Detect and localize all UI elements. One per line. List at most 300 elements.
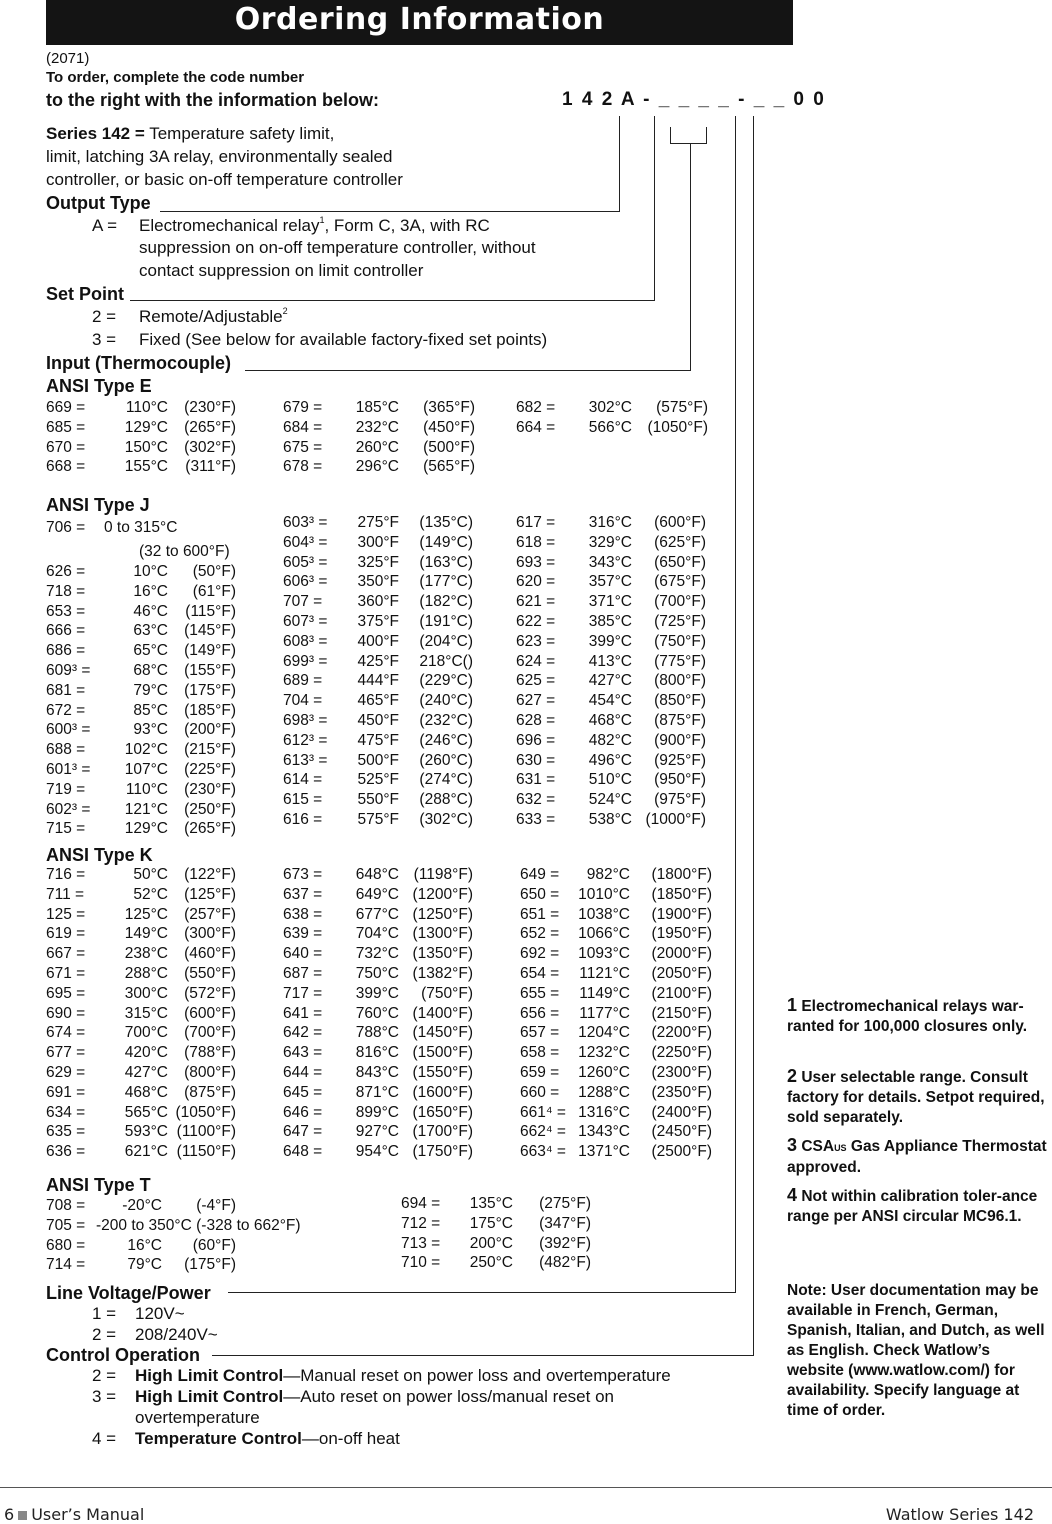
value-cell: 135°C <box>469 1195 513 1212</box>
code-cell: 711 = <box>46 885 85 903</box>
alt-value-cell: (650°F) <box>654 553 706 571</box>
value-cell: 296°C <box>355 458 399 476</box>
value-cell: 129°C <box>124 820 168 838</box>
value-cell: 125°C <box>124 905 168 923</box>
code-cell: 686 = <box>46 642 86 660</box>
table-row <box>516 513 708 533</box>
table-row <box>520 1004 712 1024</box>
value-cell: 1316°C <box>578 1103 630 1121</box>
code-cell: 633 = <box>516 810 556 828</box>
alt-value-cell: (1100°F) <box>176 1123 236 1141</box>
alt-value-cell: (125°F) <box>184 885 236 903</box>
value-cell: 427°C <box>588 672 632 690</box>
alt-value-cell: (275°F) <box>539 1195 591 1212</box>
alt-value-cell: (600°F) <box>654 514 706 531</box>
table-row <box>516 533 708 553</box>
value-cell: 425°F <box>357 652 399 670</box>
value-cell: 760°C <box>355 1004 399 1022</box>
type-j-range-text: 0 to 315°C <box>104 519 178 536</box>
table-row <box>516 652 708 672</box>
table-row <box>516 418 708 438</box>
value-cell: 1260°C <box>578 1063 630 1081</box>
series-line-1 <box>46 124 334 144</box>
code-cell: 719 = <box>46 780 86 798</box>
code-cell: 673 = <box>283 866 323 883</box>
value-cell: 360°F <box>357 593 399 611</box>
value-cell: 475°F <box>357 731 399 749</box>
table-row <box>520 964 712 984</box>
code-cell: 716 = <box>46 866 86 883</box>
alt-value-cell: (2400°F) <box>651 1103 712 1121</box>
alt-value-cell: (163°C) <box>419 553 473 571</box>
type-j-range-code: 706 = <box>46 519 86 536</box>
alt-value-cell: (265°F) <box>184 820 236 838</box>
value-cell: 566°C <box>588 418 632 436</box>
table-row <box>520 984 712 1004</box>
value-cell: 1121°C <box>579 964 630 982</box>
table-row <box>46 1142 238 1162</box>
value-cell: 700°C <box>124 1024 168 1042</box>
alt-value-cell: (1600°F) <box>412 1083 473 1101</box>
control-op-text-1: —Manual reset on power loss and overtemperature <box>283 1366 671 1385</box>
value-cell: 444°F <box>357 672 399 690</box>
table-row <box>283 751 475 771</box>
code-cell: 689 = <box>283 672 323 690</box>
table-row <box>283 652 475 672</box>
value-cell: 65°C <box>133 642 168 660</box>
code-cell: 617 = <box>516 514 556 531</box>
code-cell: 643 = <box>283 1044 323 1062</box>
value-cell: 482°C <box>588 731 632 749</box>
value-cell: 1204°C <box>578 1024 630 1042</box>
code-cell: 646 = <box>283 1103 323 1121</box>
value-cell: 593°C <box>124 1123 168 1141</box>
alt-value-cell: (149°F) <box>184 642 236 660</box>
code-cell: 656 = <box>520 1004 560 1022</box>
code-cell: 614 = <box>283 771 323 789</box>
code-cell: 678 = <box>283 458 323 476</box>
value-cell: 843°C <box>355 1063 399 1081</box>
alt-value-cell: (875°F) <box>184 1083 236 1101</box>
alt-value-cell: (750°F) <box>421 984 473 1002</box>
table-row <box>46 885 238 905</box>
value-cell: 68°C <box>133 661 168 679</box>
value-cell: 750°C <box>355 964 399 982</box>
bracket-left <box>670 127 671 144</box>
footnote-ref-1: 1 <box>319 215 325 225</box>
value-cell: 465°F <box>357 692 399 710</box>
code-cell: 718 = <box>46 582 86 600</box>
alt-value-cell: (700°F) <box>184 1024 236 1042</box>
alt-value-cell: (600°F) <box>184 1004 236 1022</box>
value-cell: 427°C <box>124 1063 168 1081</box>
alt-value-cell: (575°F) <box>656 399 708 416</box>
footnote-4-number: 4 <box>787 1185 798 1205</box>
table-row <box>520 1043 712 1063</box>
type-k-column-2 <box>283 865 475 1162</box>
table-row <box>46 1023 238 1043</box>
code-cell: 635 = <box>46 1123 86 1141</box>
control-op-bold-2: High Limit Control <box>135 1387 284 1406</box>
code-cell: 698³ = <box>283 711 328 729</box>
value-cell: 150°C <box>124 438 168 456</box>
value-cell: 677°C <box>355 905 399 923</box>
alt-value-cell: (2050°F) <box>651 964 712 982</box>
table-row <box>46 924 238 944</box>
code-cell: 616 = <box>283 810 323 828</box>
type-j-column-3 <box>516 513 708 830</box>
control-op-bold-3: Temperature Control <box>135 1429 302 1448</box>
value-cell: 788°C <box>355 1024 399 1042</box>
value-cell: 275°F <box>357 514 399 531</box>
footnote-2-number: 2 <box>787 1066 798 1086</box>
control-op-text-2: —Auto reset on power loss/manual reset on <box>283 1387 614 1406</box>
value-cell: 400°F <box>357 632 399 650</box>
alt-value-cell: (1700°F) <box>412 1123 473 1141</box>
type-k-column-1 <box>46 865 238 1162</box>
footnote-3-text: Gas Appliance Thermostat approved. <box>787 1138 1047 1176</box>
table-row <box>283 984 475 1004</box>
code-cell: 664 = <box>516 418 556 436</box>
table-row <box>520 1142 712 1162</box>
code-cell: 668 = <box>46 458 86 476</box>
code-cell: 632 = <box>516 791 556 809</box>
table-row <box>46 398 238 418</box>
alt-value-cell: (2000°F) <box>651 945 712 963</box>
table-row <box>283 612 475 632</box>
value-cell: 500°F <box>357 751 399 769</box>
value-cell: 420°C <box>124 1044 168 1062</box>
code-cell: 629 = <box>46 1063 86 1081</box>
code-cell: 649 = <box>520 866 560 883</box>
alt-value-cell: (1850°F) <box>651 885 712 903</box>
value-cell: 649°C <box>355 885 399 903</box>
value-cell: 302°C <box>588 399 632 416</box>
code-cell: 691 = <box>46 1083 86 1101</box>
table-row <box>46 720 238 740</box>
code-cell: 670 = <box>46 438 86 456</box>
table-row <box>46 641 238 661</box>
value-cell: 46°C <box>133 602 168 620</box>
alt-value-cell: (155°F) <box>184 661 236 679</box>
alt-value-cell: (1350°F) <box>412 945 473 963</box>
alt-value-cell: (800°F) <box>654 672 706 690</box>
table-row <box>46 661 238 681</box>
alt-value-cell: (775°F) <box>654 652 706 670</box>
value-cell: 129°C <box>124 418 168 436</box>
code-cell: 671 = <box>46 964 86 982</box>
alt-value-cell: (900°F) <box>654 731 706 749</box>
code-cell: 679 = <box>283 399 323 416</box>
table-row <box>46 984 238 1004</box>
output-type-line-1 <box>139 216 490 236</box>
footnote-4-text: Not within calibration toler-ance range per ANSI circular MC96.1. <box>787 1188 1038 1225</box>
leader-voltage-v <box>735 116 736 1293</box>
output-type-text-b: , Form C, 3A, with RC <box>324 216 490 235</box>
alt-value-cell: (625°F) <box>654 533 706 551</box>
alt-value-cell: (115°F) <box>185 602 236 620</box>
alt-value-cell: (60°F) <box>192 1236 236 1254</box>
output-type-line-2: suppression on on-off temperature controller, without <box>139 238 536 257</box>
value-cell: 510°C <box>588 771 632 789</box>
alt-value-cell: (225°F) <box>184 760 236 778</box>
code-cell: 653 = <box>46 602 86 620</box>
table-row <box>520 885 712 905</box>
table-row <box>283 592 475 612</box>
table-row <box>46 819 238 839</box>
code-cell: 606³ = <box>283 573 328 591</box>
control-op-option-2 <box>135 1387 614 1407</box>
value-cell: 385°C <box>588 612 632 630</box>
alt-value-cell: (2500°F) <box>651 1143 712 1161</box>
alt-value-cell: (260°C) <box>419 751 473 769</box>
value-cell: 107°C <box>124 760 168 778</box>
value-cell: 496°C <box>588 751 632 769</box>
table-row <box>283 1023 475 1043</box>
line-voltage-title: Line Voltage/Power <box>46 1283 211 1303</box>
table-row <box>516 612 708 632</box>
code-cell: 642 = <box>283 1024 323 1042</box>
code-cell: 627 = <box>516 692 556 710</box>
value-cell: 454°C <box>588 692 632 710</box>
code-cell: 660 = <box>520 1083 560 1101</box>
code-cell: 692 = <box>520 945 560 963</box>
value-cell: 927°C <box>355 1123 399 1141</box>
table-row <box>401 1194 593 1214</box>
alt-value-cell: (500°F) <box>423 438 475 456</box>
series-line-3: controller, or basic on-off temperature controller <box>46 170 403 189</box>
value-cell: 329°C <box>588 533 632 551</box>
table-row <box>520 944 712 964</box>
line-voltage-code-2: 2 = <box>92 1325 117 1344</box>
code-cell: 687 = <box>283 964 323 982</box>
table-row <box>283 1103 475 1123</box>
table-row <box>283 1142 475 1162</box>
footnote-3-csa: CSA <box>797 1138 835 1155</box>
alt-value-cell: (135°C) <box>419 514 473 531</box>
alt-value-cell: (265°F) <box>184 418 236 436</box>
footnote-4 <box>787 1185 1049 1227</box>
control-op-option-1 <box>135 1366 671 1386</box>
square-bullet-icon <box>18 1511 27 1520</box>
table-row <box>46 1216 336 1236</box>
table-row <box>46 1255 336 1275</box>
value-cell: 325°F <box>357 553 399 571</box>
control-op-text-3: —on-off heat <box>301 1429 400 1448</box>
line-voltage-option-2: 208/240V~ <box>135 1325 218 1344</box>
table-row <box>283 885 475 905</box>
table-row <box>46 621 238 641</box>
table-row <box>283 1043 475 1063</box>
code-cell: 625 = <box>516 672 556 690</box>
value-cell: 565°C <box>124 1103 168 1121</box>
table-row <box>46 582 238 602</box>
code-cell: 669 = <box>46 399 86 416</box>
value-cell: 110°C <box>125 780 168 798</box>
code-cell: 696 = <box>516 731 556 749</box>
value-cell: 149°C <box>124 925 168 943</box>
value-cell: 350°F <box>357 573 399 591</box>
alt-value-cell: (1950°F) <box>651 925 712 943</box>
table-row <box>283 457 475 477</box>
value-cell: 575°F <box>357 810 399 828</box>
leader-output-v <box>619 116 620 212</box>
value-cell: 468°C <box>124 1083 168 1101</box>
type-j-title: ANSI Type J <box>46 495 150 515</box>
footnote-3 <box>787 1135 1049 1178</box>
table-row <box>520 1122 712 1142</box>
alt-value-cell: (572°F) <box>184 984 236 1002</box>
value-cell: 200°C <box>469 1234 513 1252</box>
set-point-option-2: Fixed (See below for available factory-fixed set points) <box>139 330 548 349</box>
table-row <box>520 1103 712 1123</box>
table-row <box>283 790 475 810</box>
footnote-ref-2: 2 <box>282 306 288 316</box>
type-t-column-2 <box>401 1194 593 1273</box>
control-op-option-3 <box>135 1429 400 1449</box>
table-row <box>46 905 238 925</box>
code-cell: 628 = <box>516 711 556 729</box>
alt-value-cell: (311°F) <box>185 458 236 476</box>
footer-left <box>4 1505 144 1524</box>
code-cell: 650 = <box>520 885 560 903</box>
code-cell: 631 = <box>516 771 556 789</box>
alt-value-cell: (1800°F) <box>651 866 712 883</box>
alt-value-cell: (1050°F) <box>647 418 708 436</box>
code-cell: 717 = <box>283 984 323 1002</box>
table-row <box>283 905 475 925</box>
code-cell: 645 = <box>283 1083 323 1101</box>
code-cell: 708 = <box>46 1197 86 1214</box>
code-cell: 688 = <box>46 741 86 759</box>
alt-value-cell: (1198°F) <box>413 866 473 883</box>
footnote-1-text: Electromechanical relays war-ranted for 100,000 closures only. <box>787 998 1028 1035</box>
value-cell: 524°C <box>588 791 632 809</box>
code-cell: 604³ = <box>283 533 328 551</box>
table-row <box>46 602 238 622</box>
alt-value-cell: (875°F) <box>654 711 706 729</box>
table-row <box>520 1083 712 1103</box>
value-cell: 871°C <box>355 1083 399 1101</box>
line-voltage-code-1: 1 = <box>92 1304 117 1323</box>
table-row <box>283 513 475 533</box>
code-cell: 658 = <box>520 1044 560 1062</box>
table-row <box>46 1103 238 1123</box>
alt-value-cell: (1000°F) <box>645 810 706 828</box>
code-cell: 714 = <box>46 1256 86 1274</box>
value-cell: 316°C <box>588 514 632 531</box>
value-cell: 399°C <box>588 632 632 650</box>
table-row <box>283 924 475 944</box>
table-row <box>283 944 475 964</box>
alt-value-cell: (347°F) <box>539 1214 591 1232</box>
code-cell: 600³ = <box>46 721 91 739</box>
value-cell: 175°C <box>469 1214 513 1232</box>
value-cell: 110°C <box>125 399 168 416</box>
table-row <box>520 905 712 925</box>
intro-line-1: To order, complete the code number <box>46 69 305 86</box>
value-cell: 732°C <box>355 945 399 963</box>
leader-setpoint-v <box>654 116 655 301</box>
title-banner <box>46 0 793 45</box>
value-cell: 375°F <box>357 612 399 630</box>
value-cell: 300°C <box>124 984 168 1002</box>
code-cell: 603³ = <box>283 514 328 531</box>
code-cell: 694 = <box>401 1195 441 1212</box>
alt-value-cell: 218°C() <box>419 652 473 670</box>
code-cell: 639 = <box>283 925 323 943</box>
code-number: 1 4 2 A - _ _ _ _ - _ _ 0 0 <box>562 89 826 110</box>
type-k-column-3 <box>520 865 712 1162</box>
alt-value-cell: (925°F) <box>654 751 706 769</box>
alt-value-cell: (2200°F) <box>651 1024 712 1042</box>
series-line-2: limit, latching 3A relay, environmentally sealed <box>46 147 393 166</box>
value-cell: 52°C <box>133 885 168 903</box>
control-op-code-1: 2 = <box>92 1366 117 1385</box>
table-row <box>283 398 475 418</box>
alt-value-cell: (450°F) <box>423 418 475 436</box>
alt-value-cell: (1550°F) <box>412 1063 473 1081</box>
table-row <box>283 572 475 592</box>
set-point-title: Set Point <box>46 284 125 304</box>
table-row <box>516 810 708 830</box>
control-op-bold-1: High Limit Control <box>135 1366 284 1385</box>
value-cell: 238°C <box>124 945 168 963</box>
alt-value-cell: (145°F) <box>184 622 236 640</box>
value-cell: 85°C <box>133 701 168 719</box>
table-row <box>46 964 238 984</box>
table-row <box>46 681 238 701</box>
table-row <box>46 944 238 964</box>
footnote-2-text: User selectable range. Consult factory for details. Setpot required, sold separately. <box>787 1069 1045 1126</box>
value-cell: 260°C <box>355 438 399 456</box>
alt-value-cell: (2250°F) <box>651 1044 712 1062</box>
output-type-text: Electromechanical relay <box>139 216 320 235</box>
table-row <box>520 924 712 944</box>
value-cell: 288°C <box>124 964 168 982</box>
alt-value-cell: (191°C) <box>419 612 473 630</box>
alt-value-cell: (61°F) <box>192 582 236 600</box>
code-cell: 640 = <box>283 945 323 963</box>
code-cell: 712 = <box>401 1214 441 1232</box>
code-cell: 647 = <box>283 1123 323 1141</box>
table-row <box>516 553 708 573</box>
table-row <box>283 553 475 573</box>
value-cell: 1371°C <box>578 1143 630 1161</box>
code-cell: 636 = <box>46 1143 86 1161</box>
code-cell: 713 = <box>401 1234 441 1252</box>
code-cell: 662⁴ = <box>520 1123 566 1141</box>
code-cell: 654 = <box>520 964 560 982</box>
code-cell: 620 = <box>516 573 556 591</box>
code-cell: 624 = <box>516 652 556 670</box>
alt-value-cell: (1382°F) <box>412 964 473 982</box>
code-cell: 605³ = <box>283 553 328 571</box>
code-cell: 638 = <box>283 905 323 923</box>
alt-value-cell: (246°C) <box>419 731 473 749</box>
table-row <box>46 701 238 721</box>
footnote-2 <box>787 1066 1049 1128</box>
alt-value-cell: (300°F) <box>184 925 236 943</box>
alt-value-cell: (365°F) <box>423 399 475 416</box>
output-type-code: A = <box>92 216 118 235</box>
alt-value-cell: (274°C) <box>419 771 473 789</box>
table-row <box>283 810 475 830</box>
value-cell: 816°C <box>355 1044 399 1062</box>
leader-voltage-h <box>228 1292 736 1293</box>
series-label: Series 142 = <box>46 124 145 143</box>
alt-value-cell: (257°F) <box>184 905 236 923</box>
